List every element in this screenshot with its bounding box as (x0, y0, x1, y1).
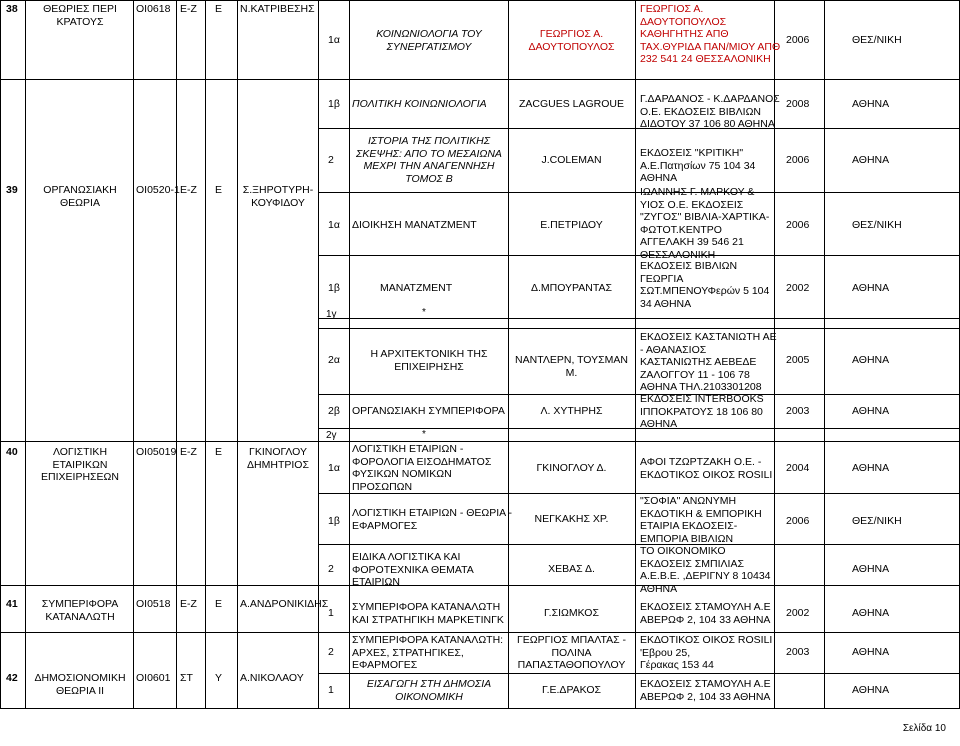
course-number: 41 (6, 598, 18, 610)
book-edition: 1 (328, 607, 334, 619)
book-city: ΑΘΗΝΑ (852, 646, 890, 658)
course-instructor: ΓΚΙΝΟΓΛΟΥ ΔΗΜΗΤΡΙΟΣ (247, 446, 309, 471)
book-edition: 1α (328, 34, 340, 46)
book-year: 2005 (786, 354, 810, 366)
book-year: 2008 (786, 98, 810, 110)
book-city: ΑΘΗΝΑ (852, 282, 890, 294)
book-edition: 1β (328, 98, 340, 110)
book-publisher: ΕΚΔΟΤΙΚΟΣ ΟΙΚΟΣ ROSILI 'Εβρου 25, Γέρακας 153 44 (640, 634, 773, 671)
book-author: ΝΕΓΚΑΚΗΣ ΧΡ. (534, 513, 609, 525)
course-title: ΘΕΩΡΙΕΣ ΠΕΡΙ ΚΡΑΤΟΥΣ (43, 3, 117, 28)
book-title: * (422, 307, 426, 318)
course-semester: Ε (215, 3, 223, 15)
book-edition: 2γ (326, 430, 337, 441)
book-author: Λ. ΧΥΤΗΡΗΣ (540, 405, 603, 417)
book-title: ΣΥΜΠΕΡΙΦΟΡΑ ΚΑΤΑΝΑΛΩΤΗ ΚΑΙ ΣΤΡΑΤΗΓΙΚΗ ΜΑΡΚΕΤΙΝΓΚ (352, 601, 504, 626)
book-edition: 2 (328, 154, 334, 166)
book-city: ΘΕΣ/ΝΙΚΗ (852, 515, 902, 527)
book-title: ΕΙΔΙΚΑ ΛΟΓΙΣΤΙΚΑ ΚΑΙ ΦΟΡΟΤΕΧΝΙΚΑ ΘΕΜΑΤΑ ΕΤΑΙΡΙΩΝ (352, 551, 474, 588)
course-code: ΟΙ0601 (136, 672, 171, 684)
book-year: 2004 (786, 462, 810, 474)
book-year: 2006 (786, 515, 810, 527)
book-edition: 1α (328, 462, 340, 474)
course-type: Ε-Ζ (180, 184, 197, 196)
course-instructor: Ν.ΚΑΤΡΙΒΕΣΗΣ (240, 3, 315, 15)
book-edition: 2 (328, 646, 334, 658)
book-title: ΛΟΓΙΣΤΙΚΗ ΕΤΑΙΡΙΩΝ - ΦΟΡΟΛΟΓΙΑ ΕΙΣΟΔΗΜΑΤΟΣ ΦΥΣΙΚΩΝ ΝΟΜΙΚΩΝ ΠΡΟΣΩΠΩΝ (352, 443, 492, 493)
book-city: ΘΕΣ/ΝΙΚΗ (852, 219, 902, 231)
book-edition: 1α (328, 219, 340, 231)
course-title: ΔΗΜΟΣΙΟΝΟΜΙΚΗ ΘΕΩΡΙΑ ΙΙ (34, 672, 126, 697)
book-city: ΑΘΗΝΑ (852, 607, 890, 619)
book-title: * (422, 429, 426, 440)
course-number: 42 (6, 672, 18, 684)
book-title: ΜΑΝΑΤΖΜΕΝΤ (380, 282, 453, 294)
book-title: Η ΑΡΧΙΤΕΚΤΟΝΙΚΗ ΤΗΣ ΕΠΙΧΕΙΡΗΣΗΣ (370, 348, 488, 373)
book-author: Ε.ΠΕΤΡΙΔΟΥ (540, 219, 603, 231)
course-code: ΟΙ0520-1 (136, 184, 180, 196)
course-semester: Ε (215, 598, 223, 610)
book-city: ΘΕΣ/ΝΙΚΗ (852, 34, 902, 46)
course-code: ΟΙ0518 (136, 598, 171, 610)
course-title: ΟΡΓΑΝΩΣΙΑΚΗ ΘΕΩΡΙΑ (43, 184, 117, 209)
book-publisher: ΕΚΔΟΣΕΙΣ "ΚΡΙΤΙΚΗ" Α.Ε.Πατησίων 75 104 34 ΑΘΗΝΑ (640, 147, 756, 184)
book-author: ΓΕΩΡΓΙΟΣ Α. ΔΑΟΥΤΟΠΟΥΛΟΣ (528, 28, 615, 53)
course-type: ΣΤ (180, 672, 193, 684)
book-publisher: "ΣΟΦΙΑ" ΑΝΩΝΥΜΗ ΕΚΔΟΤΙΚΗ & ΕΜΠΟΡΙΚΗ ΕΤΑΙΡΙΑ ΕΚΔΟΣΕΙΣ- ΕΜΠΟΡΙΑ ΒΙΒΛΙΩΝ (640, 495, 762, 545)
book-city: ΑΘΗΝΑ (852, 405, 890, 417)
book-year: 2002 (786, 282, 810, 294)
book-city: ΑΘΗΝΑ (852, 354, 890, 366)
book-publisher: ΕΚΔΟΣΕΙΣ ΣΤΑΜΟΥΛΗ Α.Ε ΑΒΕΡΩΦ 2, 104 33 ΑΘΗΝΑ (640, 601, 771, 626)
course-number: 40 (6, 446, 18, 458)
book-title: ΠΟΛΙΤΙΚΗ ΚΟΙΝΩΝΙΟΛΟΓΙΑ (352, 98, 487, 110)
book-edition: 2β (328, 405, 340, 417)
book-year: 2006 (786, 154, 810, 166)
book-title: ΣΥΜΠΕΡΙΦΟΡΑ ΚΑΤΑΝΑΛΩΤΗ: ΑΡΧΕΣ, ΣΤΡΑΤΗΓΙΚΕΣ, ΕΦΑΡΜΟΓΕΣ (352, 634, 504, 671)
course-number: 38 (6, 3, 18, 15)
book-publisher: Γ.ΔΑΡΔΑΝΟΣ - Κ.ΔΑΡΔΑΝΟΣ Ο.Ε. ΕΚΔΟΣΕΙΣ ΒΙΒΛΙΩΝ ΔΙΔΟΤΟΥ 37 106 80 ΑΘΗΝΑ (640, 93, 780, 130)
book-title: ΚΟΙΝΩΝΙΟΛΟΓΙΑ ΤΟΥ ΣΥΝΕΡΓΑΤΙΣΜΟΥ (376, 28, 482, 53)
book-city: ΑΘΗΝΑ (852, 154, 890, 166)
book-publisher: ΕΚΔΟΣΕΙΣ ΒΙΒΛΙΩΝ ΓΕΩΡΓΙΑ ΣΩΤ.ΜΠΕΝΟΥΦερών 5 104 34 ΑΘΗΝΑ (640, 260, 770, 310)
book-year: 2006 (786, 219, 810, 231)
book-author: Γ.ΣΙΩΜΚΟΣ (544, 607, 599, 619)
course-instructor: Σ.ΞΗΡΟΤΥΡΗ- ΚΟΥΦΙΔΟΥ (242, 184, 314, 209)
course-semester: Ε (215, 446, 223, 458)
book-author: J.COLEMAN (541, 154, 602, 166)
book-city: ΑΘΗΝΑ (852, 462, 890, 474)
book-edition: 1β (328, 282, 340, 294)
book-publisher: ΕΚΔΟΣΕΙΣ ΣΤΑΜΟΥΛΗ Α.Ε ΑΒΕΡΩΦ 2, 104 33 ΑΘΗΝΑ (640, 678, 771, 703)
book-title: ΕΙΣΑΓΩΓΗ ΣΤΗ ΔΗΜΟΣΙΑ ΟΙΚΟΝΟΜΙΚΗ (366, 678, 492, 703)
course-semester: Υ (215, 672, 223, 684)
book-author: ΓΕΩΡΓΙΟΣ ΜΠΑΛΤΑΣ - ΠΟΛΙΝΑ ΠΑΠΑΣΤΑΘΟΠΟΥΛΟΥ (516, 634, 627, 671)
book-edition: 1γ (326, 309, 337, 320)
book-publisher: ΓΕΩΡΓΙΟΣ Α. ΔΑΟΥΤΟΠΟΥΛΟΣ ΚΑΘΗΓΗΤΗΣ ΑΠΘ ΤΑΧ.ΘΥΡΙΔΑ ΠΑΝ/ΜΙΟΥ ΑΠΘ 232 541 24 ΘΕΣΣΑΛΟΝΙΚΗ (640, 3, 781, 65)
course-instructor: Α.ΑΝΔΡΟΝΙΚΙΔΗΣ (240, 598, 329, 610)
course-type: Ε-Ζ (180, 446, 197, 458)
book-city: ΑΘΗΝΑ (852, 563, 890, 575)
book-year: 2003 (786, 646, 810, 658)
page-number: Σελίδα 10 (902, 723, 946, 734)
course-semester: Ε (215, 184, 223, 196)
book-author: ΝΑΝΤΛΕΡΝ, ΤΟΥΣΜΑΝ Μ. (515, 354, 628, 379)
book-edition: 1β (328, 515, 340, 527)
course-number: 39 (6, 184, 18, 196)
book-author: ΧΕΒΑΣ Δ. (548, 563, 595, 575)
book-year: 2006 (786, 34, 810, 46)
course-code: ΟΙ0618 (136, 3, 171, 15)
course-type: Ε-Ζ (180, 598, 197, 610)
book-year: 2002 (786, 607, 810, 619)
book-publisher: ΤΟ ΟΙΚΟΝΟΜΙΚΟ ΕΚΔΟΣΕΙΣ ΣΜΠΙΛΙΑΣ Α.Ε.Β.Ε. ,ΔΕΡΙΓΝΥ 8 10434 ΑΘΗΝΑ (640, 545, 771, 595)
book-publisher: ΙΩΑΝΝΗΣ Γ. ΜΑΡΚΟΥ & ΥΙΟΣ Ο.Ε. ΕΚΔΟΣΕΙΣ "ΖΥΓΟΣ" ΒΙΒΛΙΑ-ΧΑΡΤΙΚΑ- ΦΩΤΟΤ.ΚΕΝΤΡΟ ΑΓΓΕΛΑΚΗ 39 546 21 ΘΕΣΣΑΛΟΝΙΚΗ (640, 186, 770, 261)
book-publisher: ΕΚΔΟΣΕΙΣ ΚΑΣΤΑΝΙΩΤΗ ΑΕ - ΑΘΑΝΑΣΙΟΣ ΚΑΣΤΑΝΙΩΤΗΣ ΑΕΒΕΔΕ ΖΑΛΟΓΓΟΥ 11 - 106 78 ΑΘΗΝΑ ΤΗΛ.2103301208 (640, 331, 777, 393)
course-title: ΣΥΜΠΕΡΙΦΟΡΑ ΚΑΤΑΝΑΛΩΤΗ (41, 598, 119, 623)
book-edition: 2 (328, 563, 334, 575)
course-instructor: Α.ΝΙΚΟΛΑΟΥ (240, 672, 304, 684)
book-publisher: ΑΦΟΙ ΤΖΩΡΤΖΑΚΗ Ο.Ε. - ΕΚΔΟΤΙΚΟΣ ΟΙΚΟΣ ROSILI (640, 456, 773, 481)
course-title: ΛΟΓΙΣΤΙΚΗ ΕΤΑΙΡΙΚΩΝ ΕΠΙΧΕΙΡΗΣΕΩΝ (41, 446, 119, 483)
book-author: ZACGUES LAGROUE (519, 98, 625, 110)
book-edition: 1 (328, 684, 334, 696)
book-edition: 2α (328, 354, 340, 366)
book-author: ΓΚΙΝΟΓΛΟΥ Δ. (536, 462, 607, 474)
book-author: Γ.Ε.ΔΡΑΚΟΣ (541, 684, 602, 696)
course-type: Ε-Ζ (180, 3, 197, 15)
book-title: ΛΟΓΙΣΤΙΚΗ ΕΤΑΙΡΙΩΝ - ΘΕΩΡΙΑ - ΕΦΑΡΜΟΓΕΣ (352, 507, 513, 532)
book-city: ΑΘΗΝΑ (852, 684, 890, 696)
book-year: 2003 (786, 405, 810, 417)
book-title: ΔΙΟΙΚΗΣΗ ΜΑΝΑΤΖΜΕΝΤ (352, 219, 477, 231)
book-publisher: ΕΚΔΟΣΕΙΣ INTERBOOKS ΙΠΠΟΚΡΑΤΟΥΣ 18 106 80 ΑΘΗΝΑ (640, 393, 764, 430)
book-title: ΙΣΤΟΡΙΑ ΤΗΣ ΠΟΛΙΤΙΚΗΣ ΣΚΕΨΗΣ: ΑΠΟ ΤΟ ΜΕΣΑΙΩΝΑ ΜΕΧΡΙ ΤΗΝ ΑΝΑΓΕΝΝΗΣΗ ΤΟΜΟΣ Β (356, 135, 502, 185)
book-author: Δ.ΜΠΟΥΡΑΝΤΑΣ (530, 282, 613, 294)
book-title: ΟΡΓΑΝΩΣΙΑΚΗ ΣΥΜΠΕΡΙΦΟΡΑ (352, 405, 505, 417)
book-city: ΑΘΗΝΑ (852, 98, 890, 110)
course-code: ΟΙ05019 (136, 446, 177, 458)
